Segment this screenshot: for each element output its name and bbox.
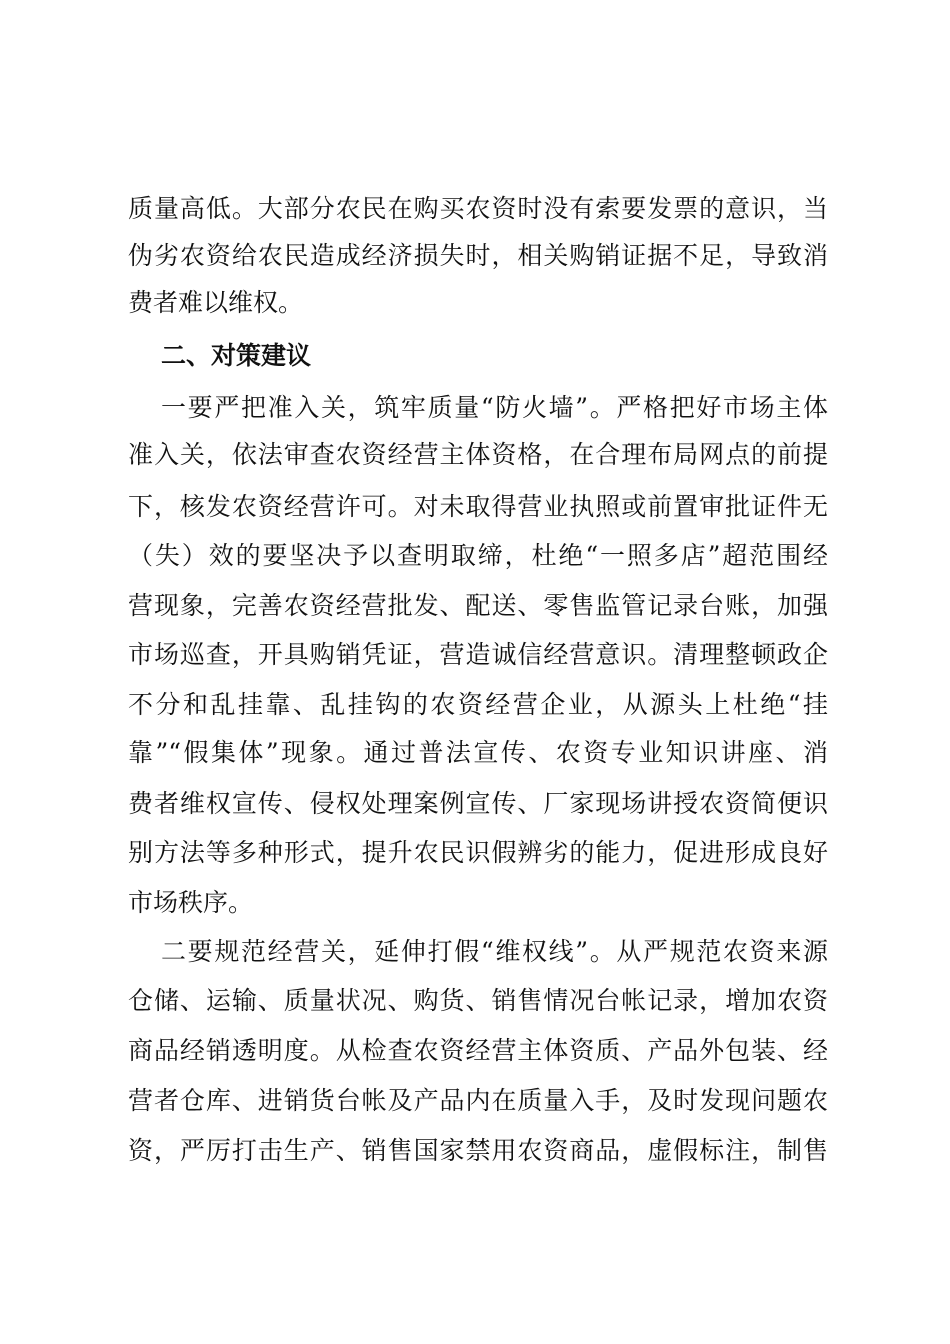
text-line: 费者维权宣传、侵权处理案例宣传、厂家现场讲授农资简便识 (128, 789, 828, 818)
text-line: 二要规范经营关，延伸打假“维权线”。从严规范农资来源 (161, 937, 828, 966)
text-line: 费者难以维权。 (128, 288, 304, 317)
text-line: 市场巡查，开具购销凭证，营造诚信经营意识。清理整顿政企 (128, 640, 828, 669)
text-line: 别方法等多种形式，提升农民识假辨劣的能力，促进形成良好 (128, 838, 828, 867)
section-heading: 二、对策建议 (161, 341, 312, 370)
text-line: 靠”“假集体”现象。通过普法宣传、农资专业知识讲座、消 (128, 738, 828, 767)
text-line: 商品经销透明度。从检查农资经营主体资质、产品外包装、经 (128, 1036, 828, 1065)
text-line: （失）效的要坚决予以查明取缔，杜绝“一照多店”超范围经 (128, 541, 828, 570)
text-line: 营者仓库、进销货台帐及产品内在质量入手，及时发现问题农 (128, 1086, 828, 1115)
text-line: 一要严把准入关，筑牢质量“防火墙”。严格把好市场主体 (161, 393, 828, 422)
text-line: 市场秩序。 (128, 888, 254, 917)
text-line: 不分和乱挂靠、乱挂钩的农资经营企业，从源头上杜绝“挂 (128, 690, 828, 719)
text-line: 伪劣农资给农民造成经济损失时，相关购销证据不足，导致消 (128, 241, 828, 270)
text-line: 仓储、运输、质量状况、购货、销售情况台帐记录，增加农资 (128, 986, 828, 1015)
text-line: 资，严厉打击生产、销售国家禁用农资商品，虚假标注，制售 (128, 1136, 828, 1165)
text-line: 下，核发农资经营许可。对未取得营业执照或前置审批证件无 (128, 492, 828, 521)
text-line: 准入关，依法审查农资经营主体资格，在合理布局网点的前提 (128, 440, 828, 469)
text-line: 营现象，完善农资经营批发、配送、零售监管记录台账，加强 (128, 591, 828, 620)
text-line: 质量高低。大部分农民在购买农资时没有索要发票的意识，当 (128, 194, 828, 223)
